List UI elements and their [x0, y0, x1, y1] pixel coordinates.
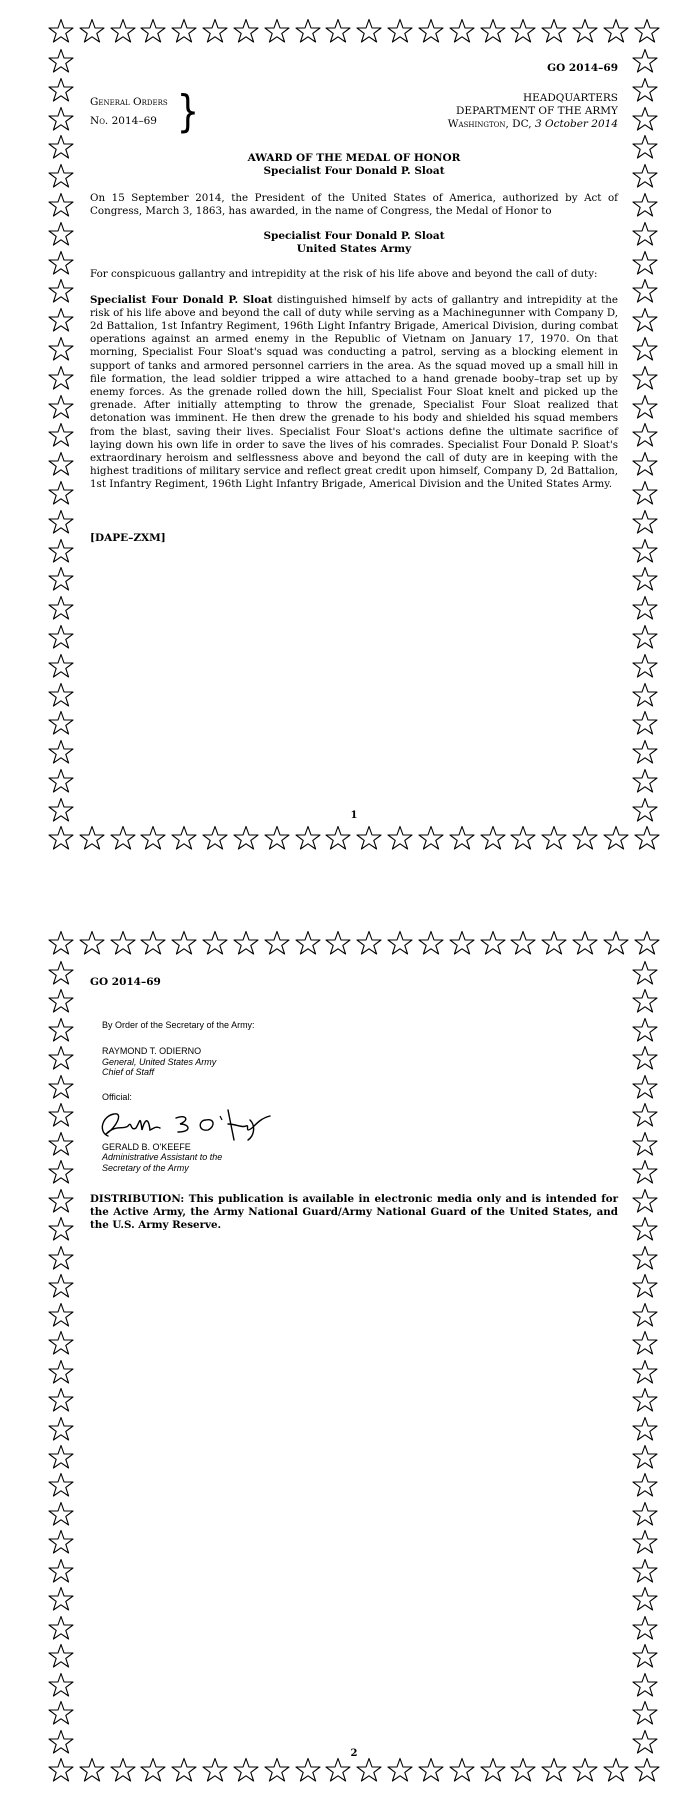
star-icon	[48, 1501, 74, 1527]
star-icon	[140, 825, 166, 851]
official-label: Official:	[102, 1091, 132, 1102]
star-icon	[603, 930, 629, 956]
star-icon	[48, 307, 74, 333]
star-icon	[171, 18, 197, 44]
star-icon	[603, 1757, 629, 1783]
star-icon	[387, 825, 413, 851]
general-orders-block	[90, 86, 202, 137]
star-icon	[48, 1586, 74, 1612]
document-page-2	[48, 930, 660, 1785]
star-icon	[572, 825, 598, 851]
conspicuous-line: For conspicuous gallantry and intrepidity at the risk of his life above and beyond the call of duty:	[90, 268, 598, 281]
star-icon	[48, 1273, 74, 1299]
star-icon	[387, 18, 413, 44]
star-icon	[48, 509, 74, 535]
star-icon	[48, 1045, 74, 1071]
star-icon	[325, 18, 351, 44]
star-icon	[140, 18, 166, 44]
chief-title1: General, United States Army	[102, 1056, 217, 1067]
star-border-top	[48, 930, 660, 958]
star-icon	[632, 768, 658, 794]
star-icon	[48, 624, 74, 650]
star-icon	[632, 48, 658, 74]
star-icon	[48, 1558, 74, 1584]
star-icon	[632, 1359, 658, 1385]
star-icon	[632, 1188, 658, 1214]
star-icon	[79, 930, 105, 956]
star-icon	[48, 1188, 74, 1214]
star-icon	[480, 18, 506, 44]
star-icon	[387, 930, 413, 956]
star-icon	[632, 538, 658, 564]
star-icon	[541, 18, 567, 44]
star-icon	[632, 1102, 658, 1128]
star-icon	[632, 566, 658, 592]
star-icon	[48, 134, 74, 160]
orders-header	[90, 86, 618, 137]
star-icon	[572, 930, 598, 956]
star-icon	[48, 278, 74, 304]
star-icon	[632, 1501, 658, 1527]
document-page-1	[48, 18, 660, 853]
star-icon	[632, 739, 658, 765]
star-icon	[48, 192, 74, 218]
star-icon	[48, 422, 74, 448]
star-icon	[48, 1216, 74, 1242]
page-number-1: 1	[350, 810, 358, 821]
page-2-content	[90, 976, 618, 1232]
star-icon	[632, 77, 658, 103]
star-icon	[632, 1245, 658, 1271]
star-icon	[48, 1615, 74, 1641]
star-icon	[632, 365, 658, 391]
star-icon	[48, 365, 74, 391]
citation-paragraph	[90, 294, 618, 492]
star-icon	[202, 1757, 228, 1783]
distribution-paragraph: DISTRIBUTION: This publication is available in electronic media only and is intended for the Active Army, the Army National Guard/Army National Guard of the United States, and the U.S. Army Reserve.	[90, 1193, 618, 1231]
star-icon	[632, 1302, 658, 1328]
star-icon	[48, 451, 74, 477]
star-icon	[541, 825, 567, 851]
star-icon	[79, 18, 105, 44]
chief-name: RAYMOND T. ODIERNO	[102, 1046, 202, 1056]
star-icon	[48, 1529, 74, 1555]
star-icon	[48, 1700, 74, 1726]
star-icon	[48, 1472, 74, 1498]
star-icon	[449, 930, 475, 956]
star-icon	[48, 1159, 74, 1185]
award-title	[90, 152, 618, 178]
star-icon	[233, 825, 259, 851]
star-icon	[480, 1757, 506, 1783]
award-title-line2: Specialist Four Donald P. Sloat	[263, 165, 445, 177]
star-icon	[48, 768, 74, 794]
star-icon	[295, 1757, 321, 1783]
by-order-line: By Order of the Secretary of the Army:	[102, 1020, 255, 1030]
order-number: No. 2014–69	[90, 115, 157, 127]
star-icon	[632, 1700, 658, 1726]
star-icon	[418, 1757, 444, 1783]
star-icon	[632, 1586, 658, 1612]
star-icon	[264, 1757, 290, 1783]
star-icon	[233, 18, 259, 44]
star-icon	[48, 1245, 74, 1271]
star-border-left	[48, 18, 76, 853]
star-icon	[140, 1757, 166, 1783]
star-icon	[202, 18, 228, 44]
star-icon	[632, 1558, 658, 1584]
star-icon	[295, 930, 321, 956]
star-icon	[110, 1757, 136, 1783]
page-number-2: 2	[350, 1748, 358, 1759]
star-icon	[48, 250, 74, 276]
go-number-header: GO 2014–69	[547, 62, 618, 74]
star-icon	[325, 825, 351, 851]
hq-location-date: Washington, DC, 3 October 2014	[447, 118, 618, 130]
star-icon	[171, 1757, 197, 1783]
star-icon	[233, 930, 259, 956]
star-icon	[48, 1330, 74, 1356]
star-border-right	[632, 930, 660, 1785]
star-icon	[48, 1017, 74, 1043]
star-icon	[48, 538, 74, 564]
star-icon	[48, 77, 74, 103]
star-icon	[110, 825, 136, 851]
star-icon	[541, 1757, 567, 1783]
star-icon	[572, 1757, 598, 1783]
star-icon	[632, 480, 658, 506]
star-icon	[48, 566, 74, 592]
assistant-signature-block	[102, 1142, 618, 1174]
star-icon	[632, 1330, 658, 1356]
star-icon	[632, 307, 658, 333]
chief-signature-block	[102, 1046, 618, 1078]
star-icon	[48, 1416, 74, 1442]
star-icon	[48, 595, 74, 621]
star-icon	[418, 825, 444, 851]
star-icon	[356, 825, 382, 851]
star-icon	[48, 394, 74, 420]
star-icon	[632, 278, 658, 304]
star-icon	[48, 480, 74, 506]
star-icon	[48, 1672, 74, 1698]
assistant-title2: Secretary of the Army	[102, 1162, 189, 1173]
star-icon	[632, 134, 658, 160]
star-icon	[632, 1416, 658, 1442]
star-border-right	[632, 18, 660, 853]
star-icon	[356, 930, 382, 956]
star-icon	[603, 825, 629, 851]
star-icon	[48, 106, 74, 132]
star-icon	[48, 682, 74, 708]
star-icon	[632, 221, 658, 247]
citation-lead: Specialist Four Donald P. Sloat	[90, 293, 273, 306]
star-icon	[325, 1757, 351, 1783]
star-icon	[202, 825, 228, 851]
star-icon	[632, 1159, 658, 1185]
star-border-left	[48, 930, 76, 1785]
star-icon	[603, 18, 629, 44]
star-icon	[171, 825, 197, 851]
star-icon	[48, 1074, 74, 1100]
star-icon	[48, 653, 74, 679]
star-icon	[48, 960, 74, 986]
assistant-name: GERALD B. O'KEEFE	[102, 1141, 191, 1152]
star-icon	[632, 710, 658, 736]
star-icon	[449, 1757, 475, 1783]
chief-title2: Chief of Staff	[102, 1067, 155, 1077]
star-icon	[48, 1643, 74, 1669]
star-icon	[632, 1273, 658, 1299]
headquarters-block	[448, 92, 618, 132]
general-orders-label: General Orders	[90, 96, 168, 108]
page-1-content	[90, 62, 618, 544]
star-icon	[233, 1757, 259, 1783]
star-icon	[171, 930, 197, 956]
star-icon	[632, 451, 658, 477]
star-icon	[632, 1216, 658, 1242]
star-icon	[632, 336, 658, 362]
star-icon	[48, 48, 74, 74]
star-icon	[632, 653, 658, 679]
star-icon	[632, 624, 658, 650]
star-icon	[264, 18, 290, 44]
star-icon	[632, 394, 658, 420]
star-border-bottom	[48, 1757, 660, 1785]
go-number-header: GO 2014–69	[90, 976, 161, 988]
star-icon	[202, 930, 228, 956]
star-icon	[48, 1131, 74, 1157]
star-icon	[295, 825, 321, 851]
star-icon	[632, 1615, 658, 1641]
brace-glyph: }	[176, 86, 199, 137]
star-icon	[632, 422, 658, 448]
recipient-name: Specialist Four Donald P. Sloat	[263, 230, 445, 243]
star-icon	[480, 930, 506, 956]
star-icon	[48, 1102, 74, 1128]
star-icon	[632, 988, 658, 1014]
citation-body: distinguished himself by acts of gallantry and intrepidity at the risk of his life above and beyond the call of duty while serving as a Machinegunner with Company D, 2d Battalion, 1st Infantry Regiment, 196th Light Infantry Brigade, Americal Division, during combat operations against an armed enemy in the Republic of Vietnam on January 17, 1970. On that morning, Specialist Four Sloat's squad was conducting a patrol, serving as a blocking element in support of tanks and armored personnel carriers in the area. As the squad moved up a small hill in file formation, the lead soldier tripped a wire attached to a hand grenade booby–trap set up by enemy forces. As the grenade rolled down the hill, Specialist Four Sloat knelt and picked up the grenade. After initially attempting to throw the grenade, Specialist Four Sloat realized that detonation was imminent. He then drew the grenade to his body and shielded his squad members from the blast, saving their lives. Specialist Four Sloat's actions define the ultimate sacrifice of laying down his own life in order to save the lives of his comrades. Specialist Four Donald P. Sloat's extraordinary heroism and selflessness above and beyond the call of duty are in keeping with the highest traditions of military service and reflect great credit upon himself, Company D, 2d Battalion, 1st Infantry Regiment, 196th Light Infantry Brigade, Americal Division and the United States Army.	[90, 293, 618, 491]
star-icon	[510, 1757, 536, 1783]
recipient-branch: United States Army	[296, 243, 412, 256]
star-icon	[48, 163, 74, 189]
star-icon	[510, 18, 536, 44]
star-icon	[48, 710, 74, 736]
star-icon	[632, 509, 658, 535]
star-icon	[325, 930, 351, 956]
star-icon	[632, 1444, 658, 1470]
star-icon	[632, 106, 658, 132]
star-icon	[632, 595, 658, 621]
star-icon	[632, 250, 658, 276]
intro-paragraph: On 15 September 2014, the President of the United States of America, authorized by Act of Congress, March 3, 1863, has awarded, in the name of Congress, the Medal of Honor to	[90, 192, 618, 218]
star-icon	[632, 1074, 658, 1100]
star-icon	[632, 1672, 658, 1698]
star-icon	[48, 988, 74, 1014]
star-icon	[356, 1757, 382, 1783]
star-icon	[572, 18, 598, 44]
star-icon	[356, 18, 382, 44]
star-icon	[48, 739, 74, 765]
handwritten-signature	[94, 1106, 274, 1144]
star-icon	[48, 336, 74, 362]
star-icon	[632, 192, 658, 218]
star-icon	[264, 930, 290, 956]
star-icon	[632, 1017, 658, 1043]
star-icon	[48, 221, 74, 247]
star-border-bottom	[48, 825, 660, 853]
star-icon	[449, 18, 475, 44]
star-icon	[632, 163, 658, 189]
star-icon	[418, 18, 444, 44]
star-icon	[110, 18, 136, 44]
assistant-title1: Administrative Assistant to the	[102, 1152, 223, 1162]
star-icon	[632, 1387, 658, 1413]
star-icon	[387, 1757, 413, 1783]
star-icon	[480, 825, 506, 851]
star-icon	[632, 682, 658, 708]
star-icon	[541, 930, 567, 956]
star-icon	[449, 825, 475, 851]
star-icon	[632, 960, 658, 986]
hq-line2: DEPARTMENT OF THE ARMY	[455, 105, 618, 117]
award-title-line1: AWARD OF THE MEDAL OF HONOR	[247, 152, 461, 164]
star-icon	[418, 930, 444, 956]
star-icon	[632, 1643, 658, 1669]
star-icon	[264, 825, 290, 851]
office-symbol: [DAPE–ZXM]	[90, 531, 166, 544]
hq-line1: HEADQUARTERS	[522, 92, 618, 104]
star-icon	[48, 1302, 74, 1328]
star-icon	[48, 1387, 74, 1413]
star-icon	[632, 1472, 658, 1498]
star-icon	[140, 930, 166, 956]
star-icon	[48, 1444, 74, 1470]
star-icon	[632, 1045, 658, 1071]
star-icon	[510, 930, 536, 956]
star-icon	[48, 1359, 74, 1385]
star-icon	[632, 1529, 658, 1555]
star-icon	[632, 1131, 658, 1157]
star-icon	[110, 930, 136, 956]
star-icon	[295, 18, 321, 44]
star-icon	[79, 1757, 105, 1783]
star-border-top	[48, 18, 660, 46]
recipient-block	[90, 230, 618, 256]
star-icon	[79, 825, 105, 851]
star-icon	[510, 825, 536, 851]
